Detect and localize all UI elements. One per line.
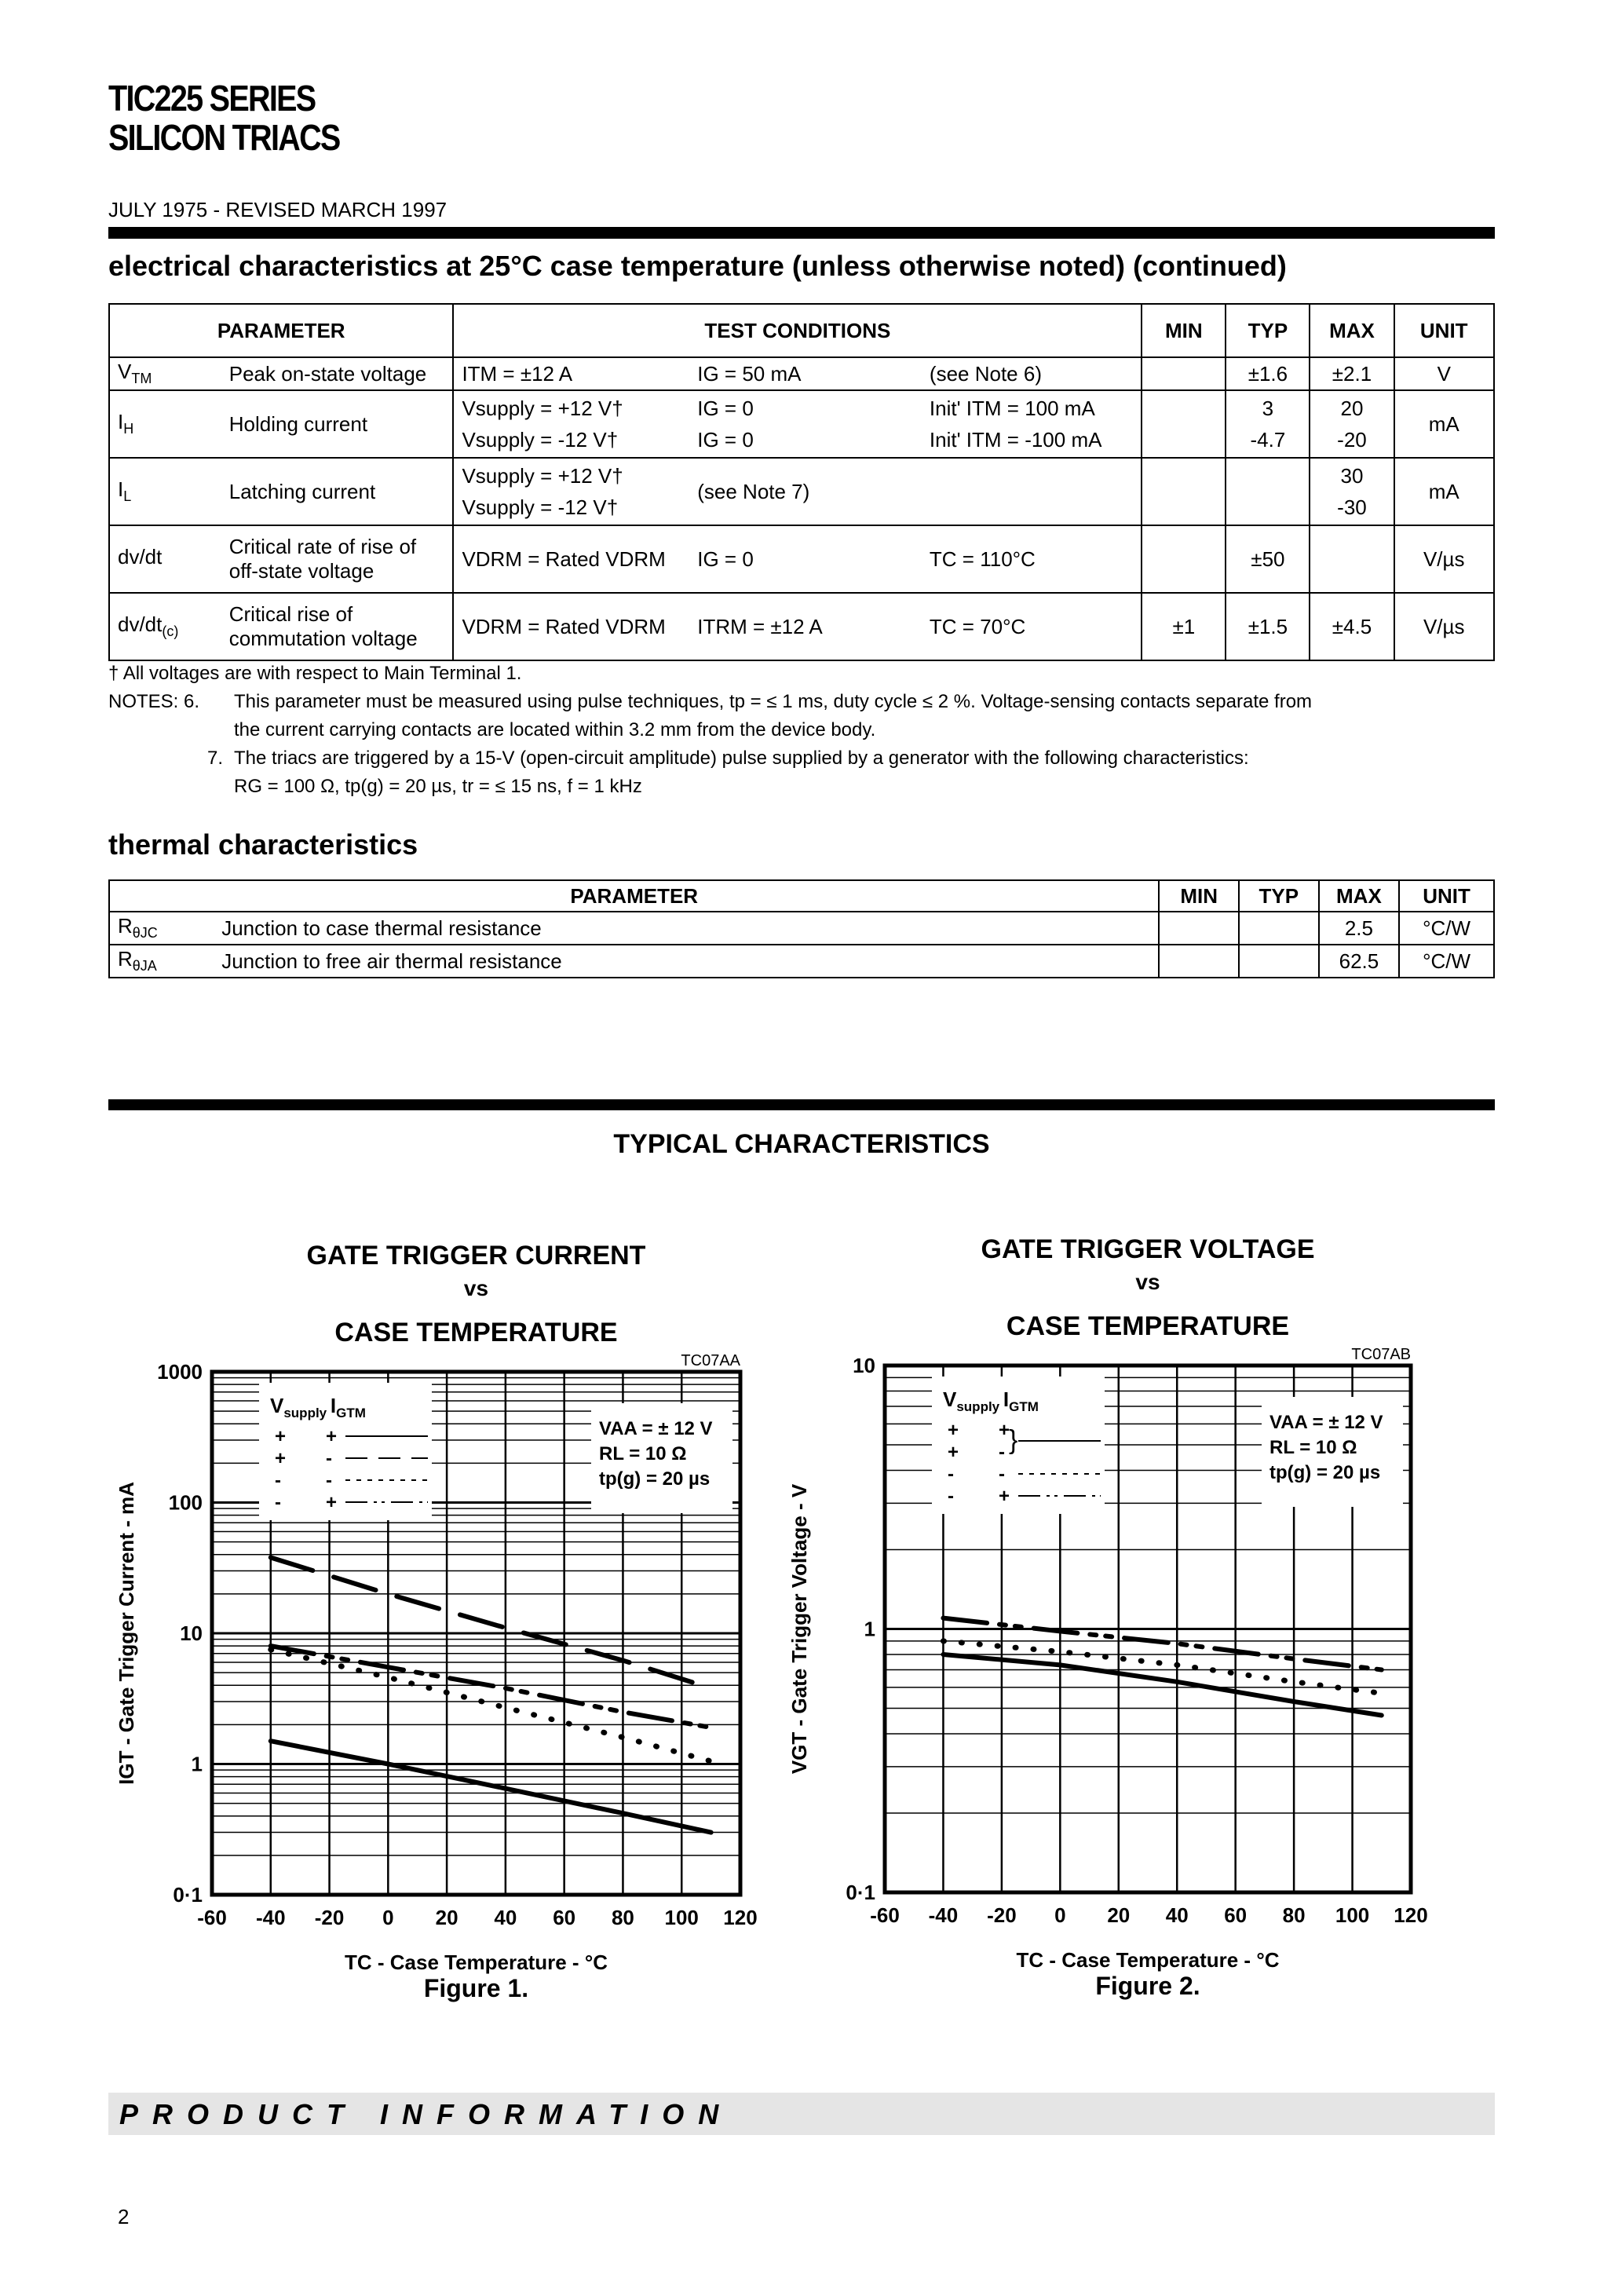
svg-text:60: 60 (1224, 1903, 1248, 1927)
max-value (1310, 525, 1394, 593)
parameter-symbol: $V_{TM}$ (109, 357, 221, 390)
parameter-name: Critical rate of rise of off-state voltage (221, 525, 454, 593)
test-condition-1: ITM = ±12 A (453, 357, 689, 390)
svg-text:VGT - Gate Trigger Voltage - V: VGT - Gate Trigger Voltage - V (787, 1483, 811, 1775)
svg-text:-20: -20 (314, 1906, 345, 1929)
unit-value: V/µs (1394, 593, 1495, 660)
svg-text:-: - (326, 1470, 332, 1491)
min-value (1159, 912, 1238, 945)
note-7-label: 7. (206, 748, 223, 769)
table-row (109, 912, 1494, 945)
test-condition-3: TC = 110°C (922, 525, 1142, 593)
typ-value: ±1.6 (1226, 357, 1310, 390)
revision-date: JULY 1975 - REVISED MARCH 1997 (108, 198, 448, 221)
svg-text:10: 10 (180, 1621, 203, 1645)
figure-2-title: GATE TRIGGER VOLTAGE vs CASE TEMPERATURE (981, 1234, 1315, 1341)
typ-value (1239, 912, 1319, 945)
svg-text:100: 100 (664, 1906, 699, 1929)
thermal-col-unit: UNIT (1399, 880, 1494, 912)
svg-text:0·1: 0·1 (173, 1883, 203, 1907)
svg-text:20: 20 (435, 1906, 458, 1929)
svg-text:-: - (999, 1442, 1005, 1463)
min-value: ±1 (1142, 593, 1226, 660)
svg-text:Vsupply IGTM: $V_{supply}$ $I_{GTM}$ (270, 1394, 366, 1420)
col-typ: TYP (1226, 304, 1310, 357)
svg-text:-: - (275, 1470, 281, 1491)
svg-text:120: 120 (1394, 1903, 1428, 1927)
test-condition-1: VDRM = Rated VDRM (453, 593, 689, 660)
svg-text:60: 60 (553, 1906, 576, 1929)
svg-text:RL = 10 Ω: RL = 10 Ω (1269, 1437, 1357, 1458)
svg-text:-: - (326, 1448, 332, 1469)
thermal-heading: thermal characteristics (108, 828, 418, 861)
thermal-col-min: MIN (1159, 880, 1238, 912)
test-condition-2: IG = 0 IG = 0 (689, 390, 922, 458)
unit-value: V/µs (1394, 525, 1495, 593)
page-number: 2 (118, 2205, 130, 2228)
svg-text:-40: -40 (928, 1903, 959, 1927)
svg-text:+: + (326, 1492, 338, 1513)
svg-text:-60: -60 (197, 1906, 227, 1929)
unit-value: °C/W (1399, 945, 1494, 978)
svg-text:-: - (999, 1464, 1005, 1485)
document-title (108, 79, 340, 157)
col-min: MIN (1142, 304, 1226, 357)
min-value (1142, 458, 1226, 525)
max-value: 20 -20 (1310, 390, 1394, 458)
parameter-symbol: $R_{\theta JC}$ (109, 912, 214, 945)
svg-text:TC - Case Temperature - °C: TC - Case Temperature - °C (345, 1951, 608, 1974)
test-condition-2: IG = 50 mA (689, 357, 922, 390)
note-6-label: NOTES: 6. (108, 691, 200, 712)
col-parameter: PARAMETER (109, 304, 453, 357)
thermal-col-max: MAX (1319, 880, 1399, 912)
table-row (109, 390, 1494, 458)
unit-value: V (1394, 357, 1495, 390)
min-value (1142, 390, 1226, 458)
max-value: ±4.5 (1310, 593, 1394, 660)
svg-text:-40: -40 (255, 1906, 286, 1929)
test-condition-3: Init' ITM = 100 mA Init' ITM = -100 mA (922, 390, 1142, 458)
svg-text:TC07AB: TC07AB (1351, 1346, 1411, 1363)
svg-text:}: } (1009, 1425, 1018, 1455)
parameter-symbol: dv/dt (109, 525, 221, 593)
table-row (109, 945, 1494, 978)
col-max: MAX (1310, 304, 1394, 357)
svg-text:-20: -20 (987, 1903, 1017, 1927)
series-name: TIC225 SERIES (108, 78, 316, 119)
svg-text:0: 0 (382, 1906, 394, 1929)
svg-text:VAA = ± 12 V: VAA = ± 12 V (599, 1418, 713, 1439)
svg-text:+: + (948, 1420, 959, 1441)
note-7-line-1: The triacs are triggered by a 15-V (open-circuit amplitude) pulse supplied by a generator with the following characteristics: (234, 748, 1249, 769)
section-rule (108, 1099, 1495, 1110)
note-7-line-2: RG = 100 Ω, tp(g) = 20 µs, tr = ≤ 15 ns, f = 1 kHz (234, 776, 642, 797)
parameter-name: Critical rise of commutation voltage (221, 593, 454, 660)
svg-text:+: + (326, 1426, 338, 1447)
test-condition-2: (see Note 7) (689, 458, 922, 525)
svg-text:-: - (948, 1464, 954, 1485)
max-value: ±2.1 (1310, 357, 1394, 390)
test-condition-3: TC = 70°C (922, 593, 1142, 660)
typ-value (1226, 458, 1310, 525)
typ-value: ±1.5 (1226, 593, 1310, 660)
svg-text:+: + (275, 1448, 287, 1469)
svg-text:120: 120 (723, 1906, 758, 1929)
parameter-name: Junction to free air thermal resistance (214, 945, 1159, 978)
svg-text:40: 40 (1165, 1903, 1189, 1927)
max-value: 30 -30 (1310, 458, 1394, 525)
typ-value: ±50 (1226, 525, 1310, 593)
col-unit: UNIT (1394, 304, 1495, 357)
note-6-line-1: This parameter must be measured using pulse techniques, tp = ≤ 1 ms, duty cycle ≤ 2 %. Voltage-sensing contacts separate from (234, 691, 1313, 712)
svg-text:Figure 2.: Figure 2. (1095, 1972, 1200, 2000)
unit-value: mA (1394, 390, 1495, 458)
min-value (1159, 945, 1238, 978)
notes-block (108, 660, 1312, 801)
test-condition-3: (see Note 6) (922, 357, 1142, 390)
svg-text:tp(g) = 20 µs: tp(g) = 20 µs (599, 1468, 711, 1490)
product-information-label: PRODUCT INFORMATION (119, 2098, 733, 2130)
typ-value: 3 -4.7 (1226, 390, 1310, 458)
test-condition-2: IG = 0 (689, 525, 922, 593)
svg-text:80: 80 (611, 1906, 634, 1929)
svg-text:TC07AA: TC07AA (681, 1352, 740, 1369)
header-rule (108, 227, 1495, 239)
note-6-line-2: the current carrying contacts are located within 3.2 mm from the device body. (234, 719, 876, 740)
table-row (109, 525, 1494, 593)
table-row (109, 593, 1494, 660)
unit-value: °C/W (1399, 912, 1494, 945)
svg-text:40: 40 (494, 1906, 517, 1929)
unit-value: mA (1394, 458, 1495, 525)
device-type: SILICON TRIACS (108, 117, 340, 158)
test-condition-1: VDRM = Rated VDRM (453, 525, 689, 593)
thermal-characteristics-table (108, 879, 1495, 978)
parameter-name: Peak on-state voltage (221, 357, 454, 390)
svg-text:-60: -60 (870, 1903, 900, 1927)
parameter-symbol: $dv/dt_{(c)}$ (109, 593, 221, 660)
svg-text:-: - (275, 1492, 281, 1513)
svg-text:+: + (948, 1442, 959, 1463)
figure-1-title: GATE TRIGGER CURRENT vs CASE TEMPERATURE (306, 1241, 646, 1347)
svg-text:-: - (948, 1486, 954, 1507)
test-condition-1: Vsupply = +12 V† Vsupply = -12 V† (453, 458, 689, 525)
svg-text:1: 1 (864, 1617, 875, 1641)
svg-text:1: 1 (191, 1752, 203, 1776)
svg-text:0·1: 0·1 (846, 1881, 875, 1904)
thermal-col-typ: TYP (1239, 880, 1319, 912)
electrical-heading: electrical characteristics at 25°C case temperature (unless otherwise noted) (continued) (108, 250, 1287, 282)
svg-text:1000: 1000 (157, 1360, 203, 1384)
svg-text:0: 0 (1054, 1903, 1066, 1927)
parameter-symbol: $I_L$ (109, 458, 221, 525)
test-condition-2: ITRM = ±12 A (689, 593, 922, 660)
typ-value (1239, 945, 1319, 978)
thermal-col-parameter: PARAMETER (109, 880, 1159, 912)
figure-1-chart (102, 1335, 762, 2042)
svg-text:Vsupply IGTM: $V_{supply}$ $I_{GTM}$ (943, 1387, 1039, 1414)
parameter-name: Holding current (221, 390, 454, 458)
test-condition-1: Vsupply = +12 V† Vsupply = -12 V† (453, 390, 689, 458)
min-value (1142, 357, 1226, 390)
electrical-characteristics-table (108, 303, 1495, 661)
svg-text:+: + (275, 1426, 287, 1447)
parameter-symbol: $R_{\theta JA}$ (109, 945, 214, 978)
parameter-name: Junction to case thermal resistance (214, 912, 1159, 945)
svg-text:100: 100 (1335, 1903, 1370, 1927)
svg-text:IGT - Gate Trigger Current - m: IGT - Gate Trigger Current - mA (115, 1482, 138, 1785)
max-value: 62.5 (1319, 945, 1399, 978)
svg-text:Figure 1.: Figure 1. (423, 1974, 529, 2002)
max-value: 2.5 (1319, 912, 1399, 945)
svg-text:TC - Case Temperature - °C: TC - Case Temperature - °C (1016, 1948, 1280, 1972)
typical-heading: TYPICAL CHARACTERISTICS (613, 1129, 990, 1159)
dagger-note: † All voltages are with respect to Main Terminal 1. (108, 663, 522, 684)
min-value (1142, 525, 1226, 593)
svg-text:+: + (999, 1486, 1010, 1507)
svg-text:+: + (999, 1420, 1010, 1441)
svg-text:tp(g) = 20 µs: tp(g) = 20 µs (1269, 1462, 1381, 1483)
svg-text:VAA = ± 12 V: VAA = ± 12 V (1269, 1412, 1383, 1433)
svg-text:20: 20 (1107, 1903, 1131, 1927)
svg-text:80: 80 (1282, 1903, 1306, 1927)
table-row (109, 458, 1494, 525)
parameter-symbol: $I_H$ (109, 390, 221, 458)
col-test-conditions: TEST CONDITIONS (453, 304, 1142, 357)
parameter-name: Latching current (221, 458, 454, 525)
table-row (109, 357, 1494, 390)
svg-text:10: 10 (853, 1354, 875, 1377)
test-condition-3 (922, 458, 1142, 525)
figure-2-chart (777, 1335, 1437, 2042)
svg-text:RL = 10 Ω: RL = 10 Ω (599, 1443, 687, 1464)
svg-text:100: 100 (168, 1490, 203, 1515)
